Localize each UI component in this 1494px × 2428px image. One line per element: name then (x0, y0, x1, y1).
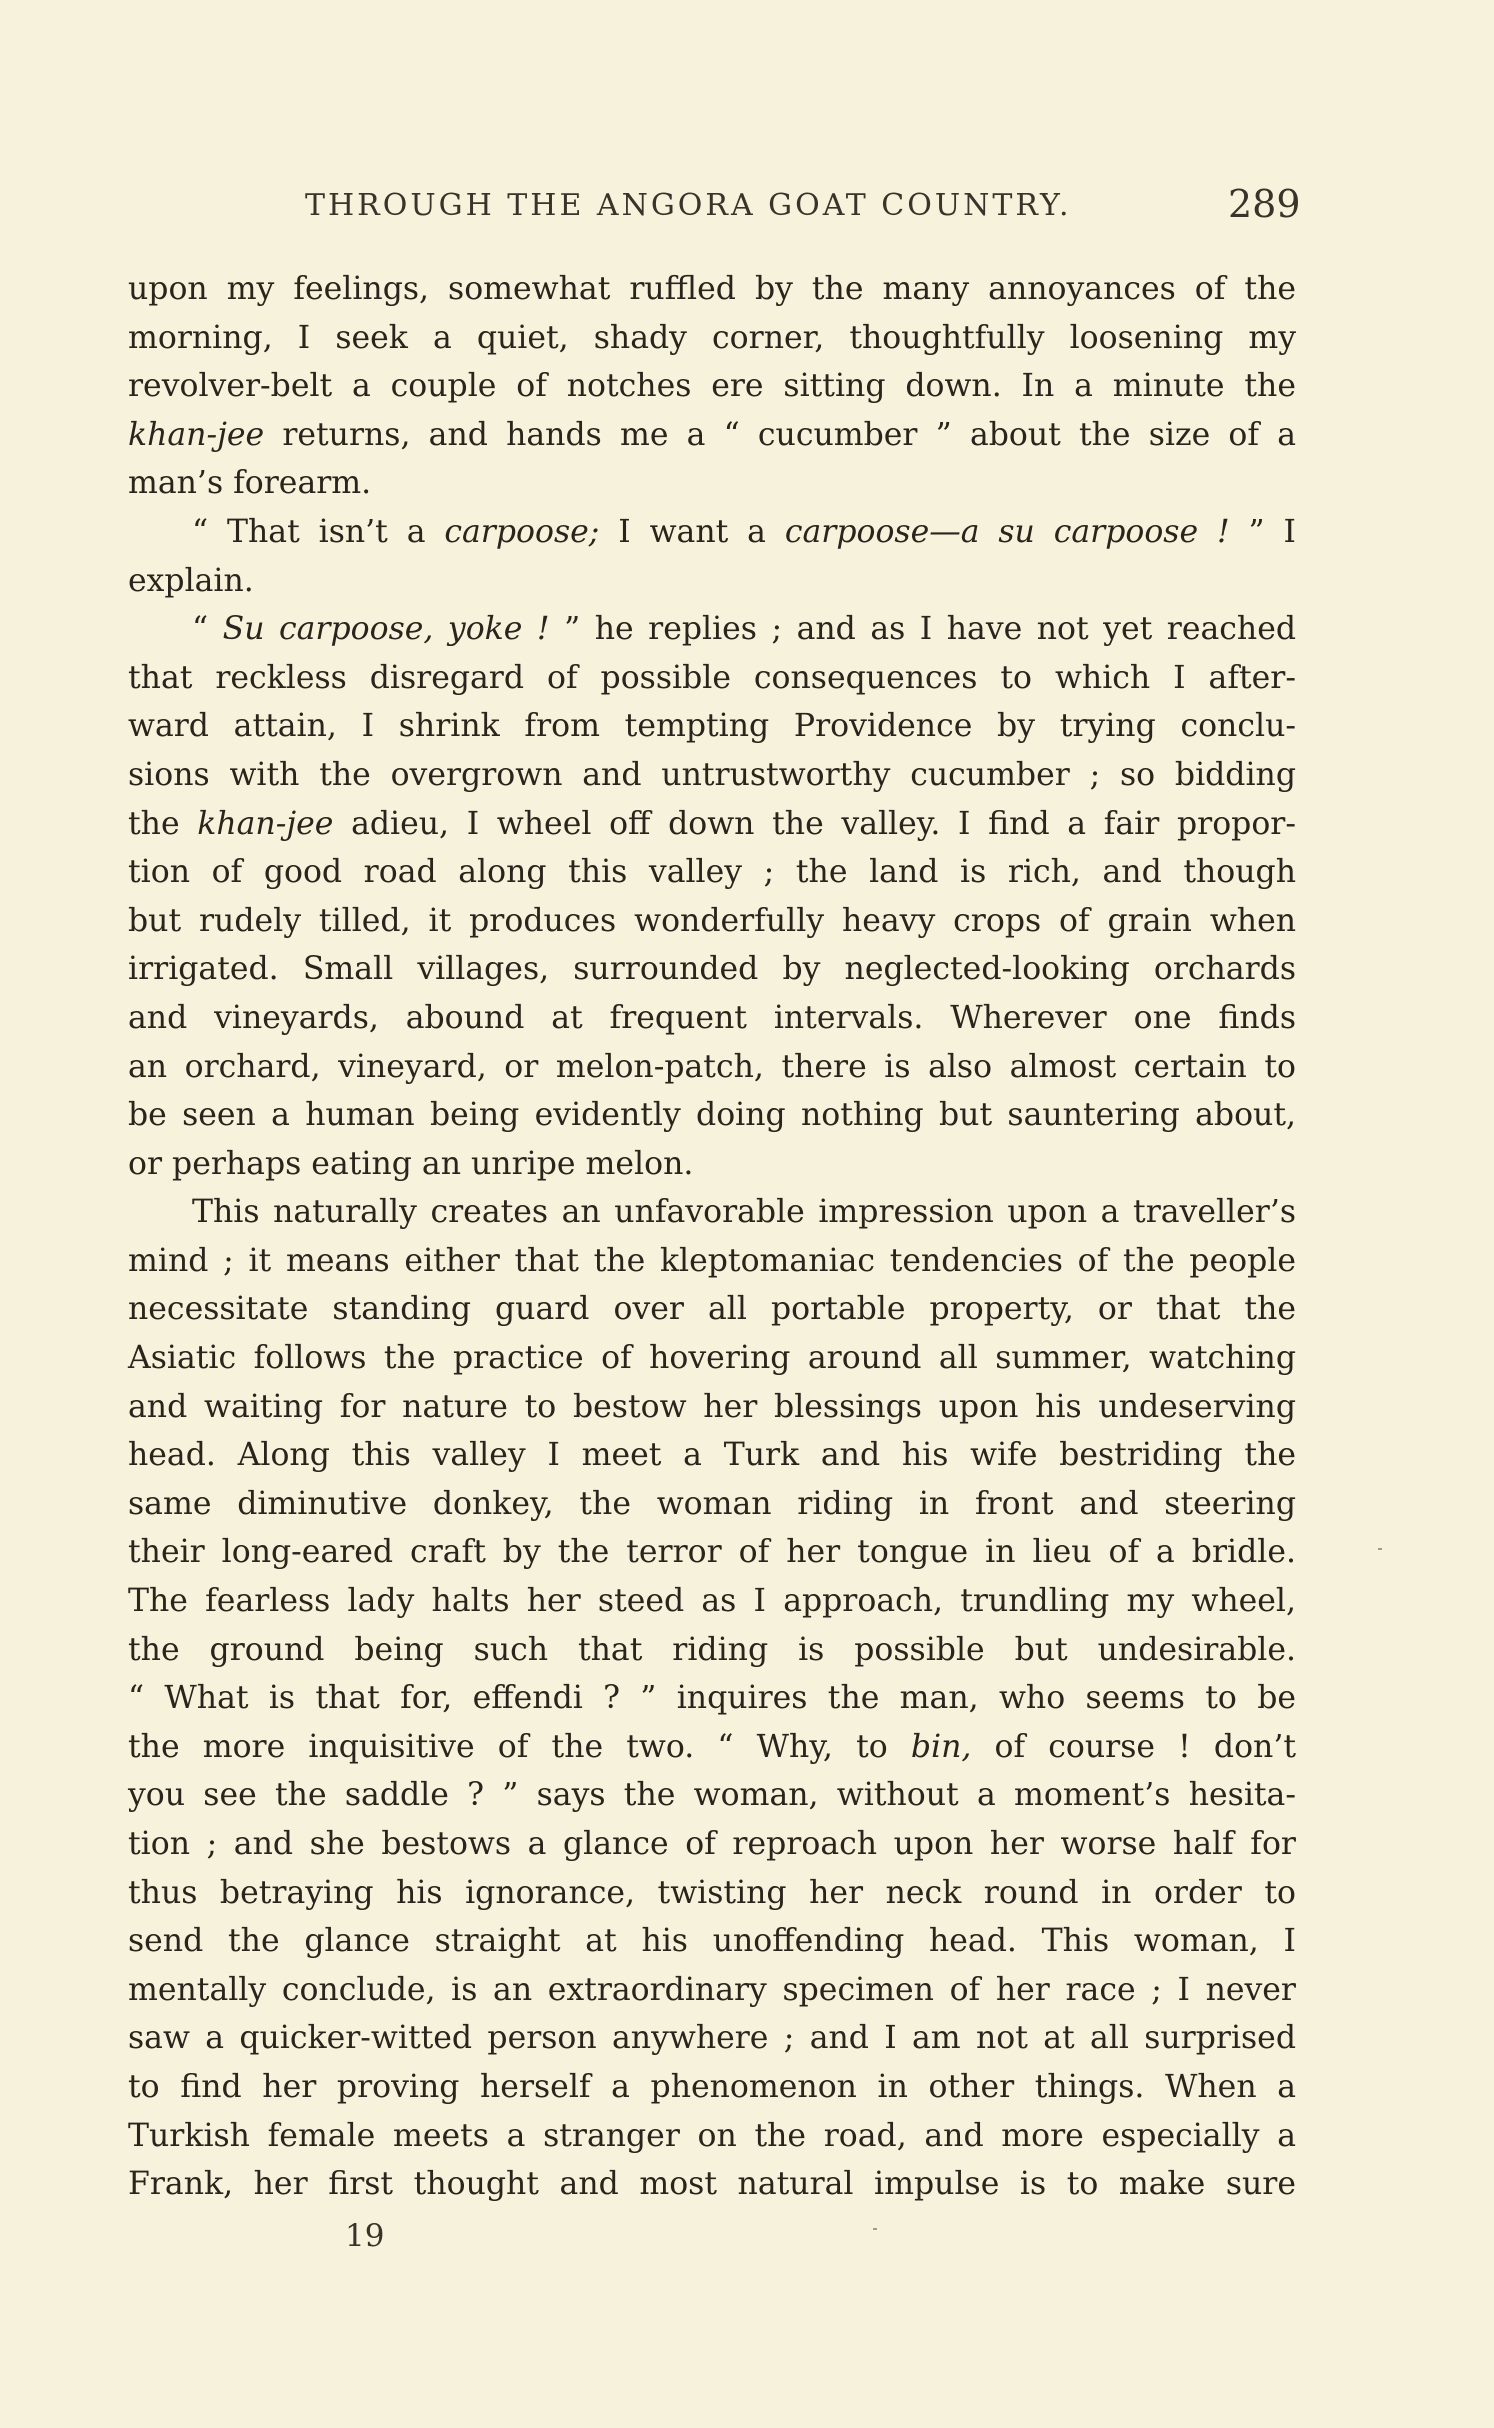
text-line: an orchard, vineyard, or melon-patch, there is also almost certain to (128, 1048, 1296, 1085)
text-segment: the (128, 805, 198, 842)
text-line: send the glance straight at his unoffending head. This woman, I (128, 1923, 1296, 1960)
text-line: their long-eared craft by the terror of her tongue in lieu of a bridle. (128, 1534, 1296, 1571)
text-line: and waiting for nature to bestow her blessings upon his undeserving (128, 1388, 1296, 1425)
text-line: This naturally creates an unfavorable impression upon a traveller’s (192, 1194, 1296, 1231)
text-line: head. Along this valley I meet a Turk and his wife bestriding the (128, 1437, 1296, 1474)
text-line: mentally conclude, is an extraordinary specimen of her race ; I never (128, 1971, 1296, 2008)
text-line: ward attain, I shrink from tempting Providence by trying conclu- (128, 708, 1296, 745)
text-line (128, 1723, 1296, 1772)
italic-word: khan-jee (128, 416, 265, 453)
text-line: Asiatic follows the practice of hovering around all summer, watching (128, 1340, 1296, 1377)
text-line: “ What is that for, effendi ? ” inquires the man, who seems to be (128, 1680, 1296, 1717)
text-line: irrigated. Small villages, surrounded by neglected-looking orchards (128, 951, 1296, 988)
text-line: the ground being such that riding is possible but undesirable. (128, 1631, 1296, 1668)
page-number: 289 (1228, 182, 1301, 226)
text-line: mind ; it means either that the kleptomaniac tendencies of the people (128, 1242, 1296, 1279)
text-line: same diminutive donkey, the woman riding in front and steering (128, 1485, 1296, 1522)
italic-word: carpoose; (444, 513, 600, 550)
text-line: explain. (128, 562, 254, 599)
italic-word: bin, (910, 1728, 972, 1765)
text-line: Frank, her first thought and most natural impulse is to make sure (128, 2166, 1296, 2203)
text-line: necessitate standing guard over all portable property, or that the (128, 1291, 1296, 1328)
text-line: or perhaps eating an unripe melon. (128, 1145, 694, 1182)
text-line: be seen a human being evidently doing nothing but sauntering about, (128, 1097, 1296, 1134)
printing-speck (873, 2228, 877, 2230)
text-segment: I want a (599, 513, 785, 550)
italic-word: khan-jee (197, 805, 334, 842)
text-segment: “ That isn’t a (192, 513, 445, 550)
text-line: that reckless disregard of possible consequences to which I after- (128, 659, 1296, 696)
text-line: tion of good road along this valley ; the land is rich, and though (128, 854, 1296, 891)
text-line (128, 800, 1296, 849)
text-line: upon my feelings, somewhat ruffled by the many annoyances of the (128, 271, 1296, 307)
text-line (128, 605, 1296, 654)
text-line: tion ; and she bestows a glance of reproach upon her worse half for (128, 1826, 1296, 1862)
text-line: and vineyards, abound at frequent intervals. Wherever one finds (128, 999, 1296, 1036)
italic-word: Su carpoose, yoke ! (222, 611, 550, 648)
text-line (128, 508, 1296, 557)
text-segment: ” he replies ; and as I have not yet reached (549, 611, 1297, 648)
text-line: revolver-belt a couple of notches ere sitting down. In a minute the (128, 368, 1296, 405)
text-line: The fearless lady halts her steed as I approach, trundling my wheel, (128, 1583, 1296, 1620)
text-line: Turkish female meets a stranger on the road, and more especially a (128, 2117, 1296, 2154)
text-line: sions with the overgrown and untrustworthy cucumber ; so bidding (128, 756, 1296, 793)
body-text (128, 265, 1296, 2209)
running-head (0, 182, 1494, 238)
text-line: but rudely tilled, it produces wonderfully heavy crops of grain when (128, 902, 1296, 939)
italic-word: carpoose—a su carpoose ! (784, 513, 1230, 550)
text-line (128, 411, 1296, 460)
text-segment: “ (192, 611, 223, 648)
text-line: morning, I seek a quiet, shady corner, thoughtfully loosening my (128, 319, 1296, 356)
text-segment: of course ! don’t (971, 1728, 1297, 1765)
text-segment: the more inquisitive of the two. “ Why, to (128, 1728, 911, 1765)
text-line: thus betraying his ignorance, twisting her neck round in order to (128, 1874, 1296, 1911)
printing-speck (1378, 1548, 1382, 1550)
running-title: THROUGH THE ANGORA GOAT COUNTRY. (305, 188, 1072, 223)
text-line: saw a quicker-witted person anywhere ; and I am not at all surprised (128, 2020, 1296, 2057)
text-segment: returns, and hands me a “ cucumber ” about the size of a (264, 416, 1296, 453)
text-line: you see the saddle ? ” says the woman, without a moment’s hesita- (128, 1777, 1296, 1814)
signature-mark: 19 (345, 2218, 385, 2254)
text-line: to find her proving herself a phenomenon in other things. When a (128, 2068, 1296, 2105)
text-segment: ” I (1229, 513, 1296, 550)
text-segment: adieu, I wheel off down the valley. I find a fair propor- (333, 805, 1296, 842)
text-line: man’s forearm. (128, 465, 372, 502)
